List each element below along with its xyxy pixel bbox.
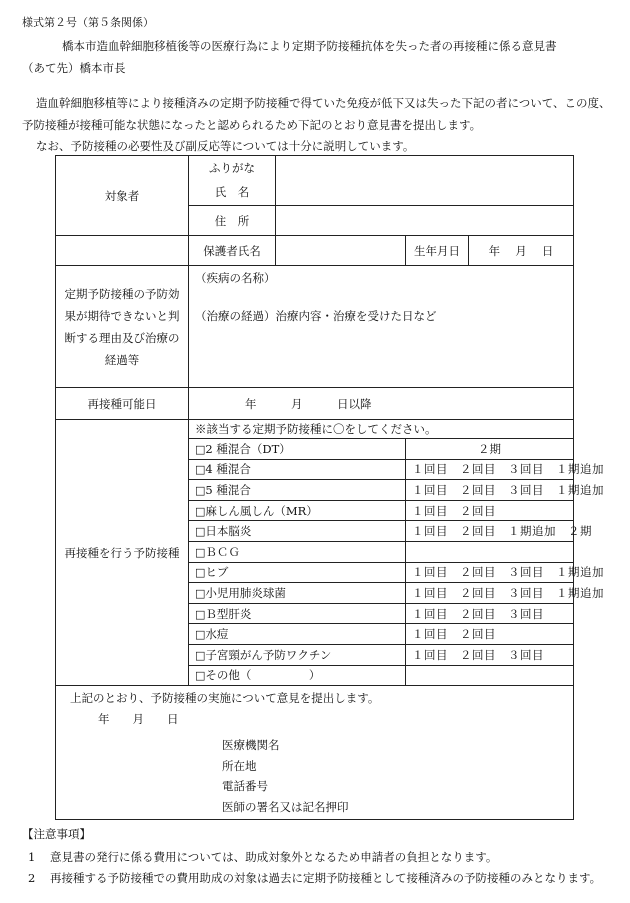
vaccine-doses[interactable]: １回目 ２回目 ３回目 １期追加	[406, 480, 574, 501]
name-field[interactable]	[276, 180, 574, 206]
vaccine-doses[interactable]: １回目 ２回目	[406, 624, 574, 645]
checkbox[interactable]: □	[195, 607, 206, 621]
declaration-text: 上記のとおり、予防接種の実施について意見を提出します。	[70, 691, 380, 706]
vaccine-item[interactable]	[189, 521, 406, 542]
vaccine-name: ヒブ	[205, 565, 229, 580]
declaration-block	[56, 686, 574, 820]
note-number: 1	[28, 850, 36, 864]
opinion-form-table	[55, 155, 604, 820]
institution-label[interactable]: 医療機関名	[222, 738, 280, 753]
location-label[interactable]: 所在地	[222, 758, 257, 773]
checkbox[interactable]: □	[195, 545, 206, 559]
vaccine-doses[interactable]	[406, 665, 574, 686]
vaccine-name: ＢＣＧ	[205, 544, 240, 559]
vaccine-name: 2 種混合（DT）	[205, 441, 291, 456]
intro-line-1: 造血幹細胞移植等により接種済みの定期予防接種で得ていた免疫が低下又は失った下記の者について、この度、	[36, 96, 611, 110]
note-text: 再接種する予防接種での費用助成の対象は過去に定期予防接種として接種済みの予防接種のみとなります。	[50, 871, 602, 885]
checkbox[interactable]: □	[195, 483, 206, 497]
note-item	[28, 870, 601, 886]
document-title: 橋本市造血幹細胞移植後等の医療行為により定期予防接種抗体を失った者の再接種に係る意見書	[62, 39, 557, 53]
vaccine-doses[interactable]: １回目 ２回目 １期追加 ２期	[406, 521, 574, 542]
vaccine-name: 水痘	[205, 627, 229, 642]
furigana-field[interactable]	[276, 156, 574, 180]
treatment-label: （治療の経過）治療内容・治療を受けた日など	[195, 309, 437, 323]
vaccine-doses[interactable]: １回目 ２回目 ３回目 １期追加	[406, 459, 574, 480]
vaccine-item[interactable]	[189, 439, 406, 460]
checkbox[interactable]: □	[195, 463, 206, 477]
vaccine-name: その他（ ）	[205, 668, 321, 683]
declaration-date[interactable]: 年 月 日	[98, 711, 179, 726]
phone-label[interactable]: 電話番号	[222, 779, 268, 794]
note-text: 意見書の発行に係る費用については、助成対象外となるため申請者の負担となります。	[50, 850, 498, 864]
vaccine-name: 子宮頸がん予防ワクチン	[205, 647, 332, 662]
vaccine-item[interactable]	[189, 562, 406, 583]
available-date-field[interactable]: 年 月 日以降	[189, 388, 574, 420]
reason-label: 定期予防接種の予防効果が期待できないと判断する理由及び治療の経過等	[56, 266, 189, 388]
guardian-label: 保護者氏名	[189, 236, 276, 266]
checkbox[interactable]: □	[195, 566, 206, 580]
vaccine-name: 日本脳炎	[205, 524, 252, 539]
address-field[interactable]	[276, 206, 574, 236]
vaccine-doses[interactable]: １回目 ２回目 ３回目 １期追加	[406, 562, 574, 583]
subject-label: 対象者	[56, 156, 189, 236]
vaccine-name: 5 種混合	[205, 482, 251, 497]
vaccines-label: 再接種を行う予防接種	[56, 420, 189, 686]
vaccine-item[interactable]	[189, 459, 406, 480]
intro-line-2: 予防接種が接種可能な状態になったと認められるため下記のとおり意見書を提出します。	[22, 118, 482, 132]
vaccine-item[interactable]	[189, 541, 406, 562]
checkbox[interactable]: □	[195, 442, 206, 456]
disease-name-label: （疾病の名称）	[195, 271, 276, 285]
reason-field[interactable]	[189, 266, 574, 388]
vaccine-name: Ｂ型肝炎	[205, 606, 252, 621]
furigana-label: ふりがな	[189, 156, 276, 180]
vaccine-doses[interactable]: １回目 ２回目 ３回目	[406, 644, 574, 665]
vaccine-item[interactable]	[189, 603, 406, 624]
vaccine-name: 小児用肺炎球菌	[205, 585, 286, 600]
checkbox[interactable]: □	[195, 669, 206, 683]
checkbox[interactable]: □	[195, 525, 206, 539]
vaccine-name: 麻しん風しん（MR）	[205, 503, 318, 518]
vaccine-item[interactable]	[189, 624, 406, 645]
checkbox[interactable]: □	[195, 628, 206, 642]
vaccine-doses[interactable]: １回目 ２回目 ３回目	[406, 603, 574, 624]
vaccine-doses[interactable]	[406, 541, 574, 562]
name-label: 氏 名	[189, 180, 276, 206]
note-number: 2	[28, 871, 36, 885]
signature-label[interactable]: 医師の署名又は記名押印	[222, 799, 349, 814]
vaccine-name: 4 種混合	[205, 462, 251, 477]
vaccine-item[interactable]	[189, 644, 406, 665]
vaccines-instruction: ※該当する定期予防接種に〇をしてください。	[189, 420, 574, 439]
address-label: 住 所	[189, 206, 276, 236]
notes-title: 【注意事項】	[22, 827, 91, 841]
intro-line-3: なお、予防接種の必要性及び副反応等については十分に説明しています。	[36, 139, 415, 153]
vaccine-item[interactable]	[189, 665, 406, 686]
vaccine-item[interactable]	[189, 480, 406, 501]
vaccine-doses[interactable]: ２期	[406, 439, 574, 460]
vaccine-item[interactable]	[189, 583, 406, 604]
available-date-label: 再接種可能日	[56, 388, 189, 420]
checkbox[interactable]: □	[195, 504, 206, 518]
dob-label: 生年月日	[406, 236, 469, 266]
guardian-field[interactable]	[276, 236, 406, 266]
checkbox[interactable]: □	[195, 648, 206, 662]
vaccine-doses[interactable]: １回目 ２回目 ３回目 １期追加	[406, 583, 574, 604]
vaccine-doses[interactable]: １回目 ２回目	[406, 500, 574, 521]
checkbox[interactable]: □	[195, 586, 206, 600]
vaccine-item[interactable]	[189, 500, 406, 521]
note-item	[28, 849, 497, 865]
addressee: （あて先）橋本市長	[22, 61, 126, 75]
form-number: 様式第２号（第５条関係）	[22, 16, 154, 29]
dob-field[interactable]: 年 月 日	[469, 236, 574, 266]
